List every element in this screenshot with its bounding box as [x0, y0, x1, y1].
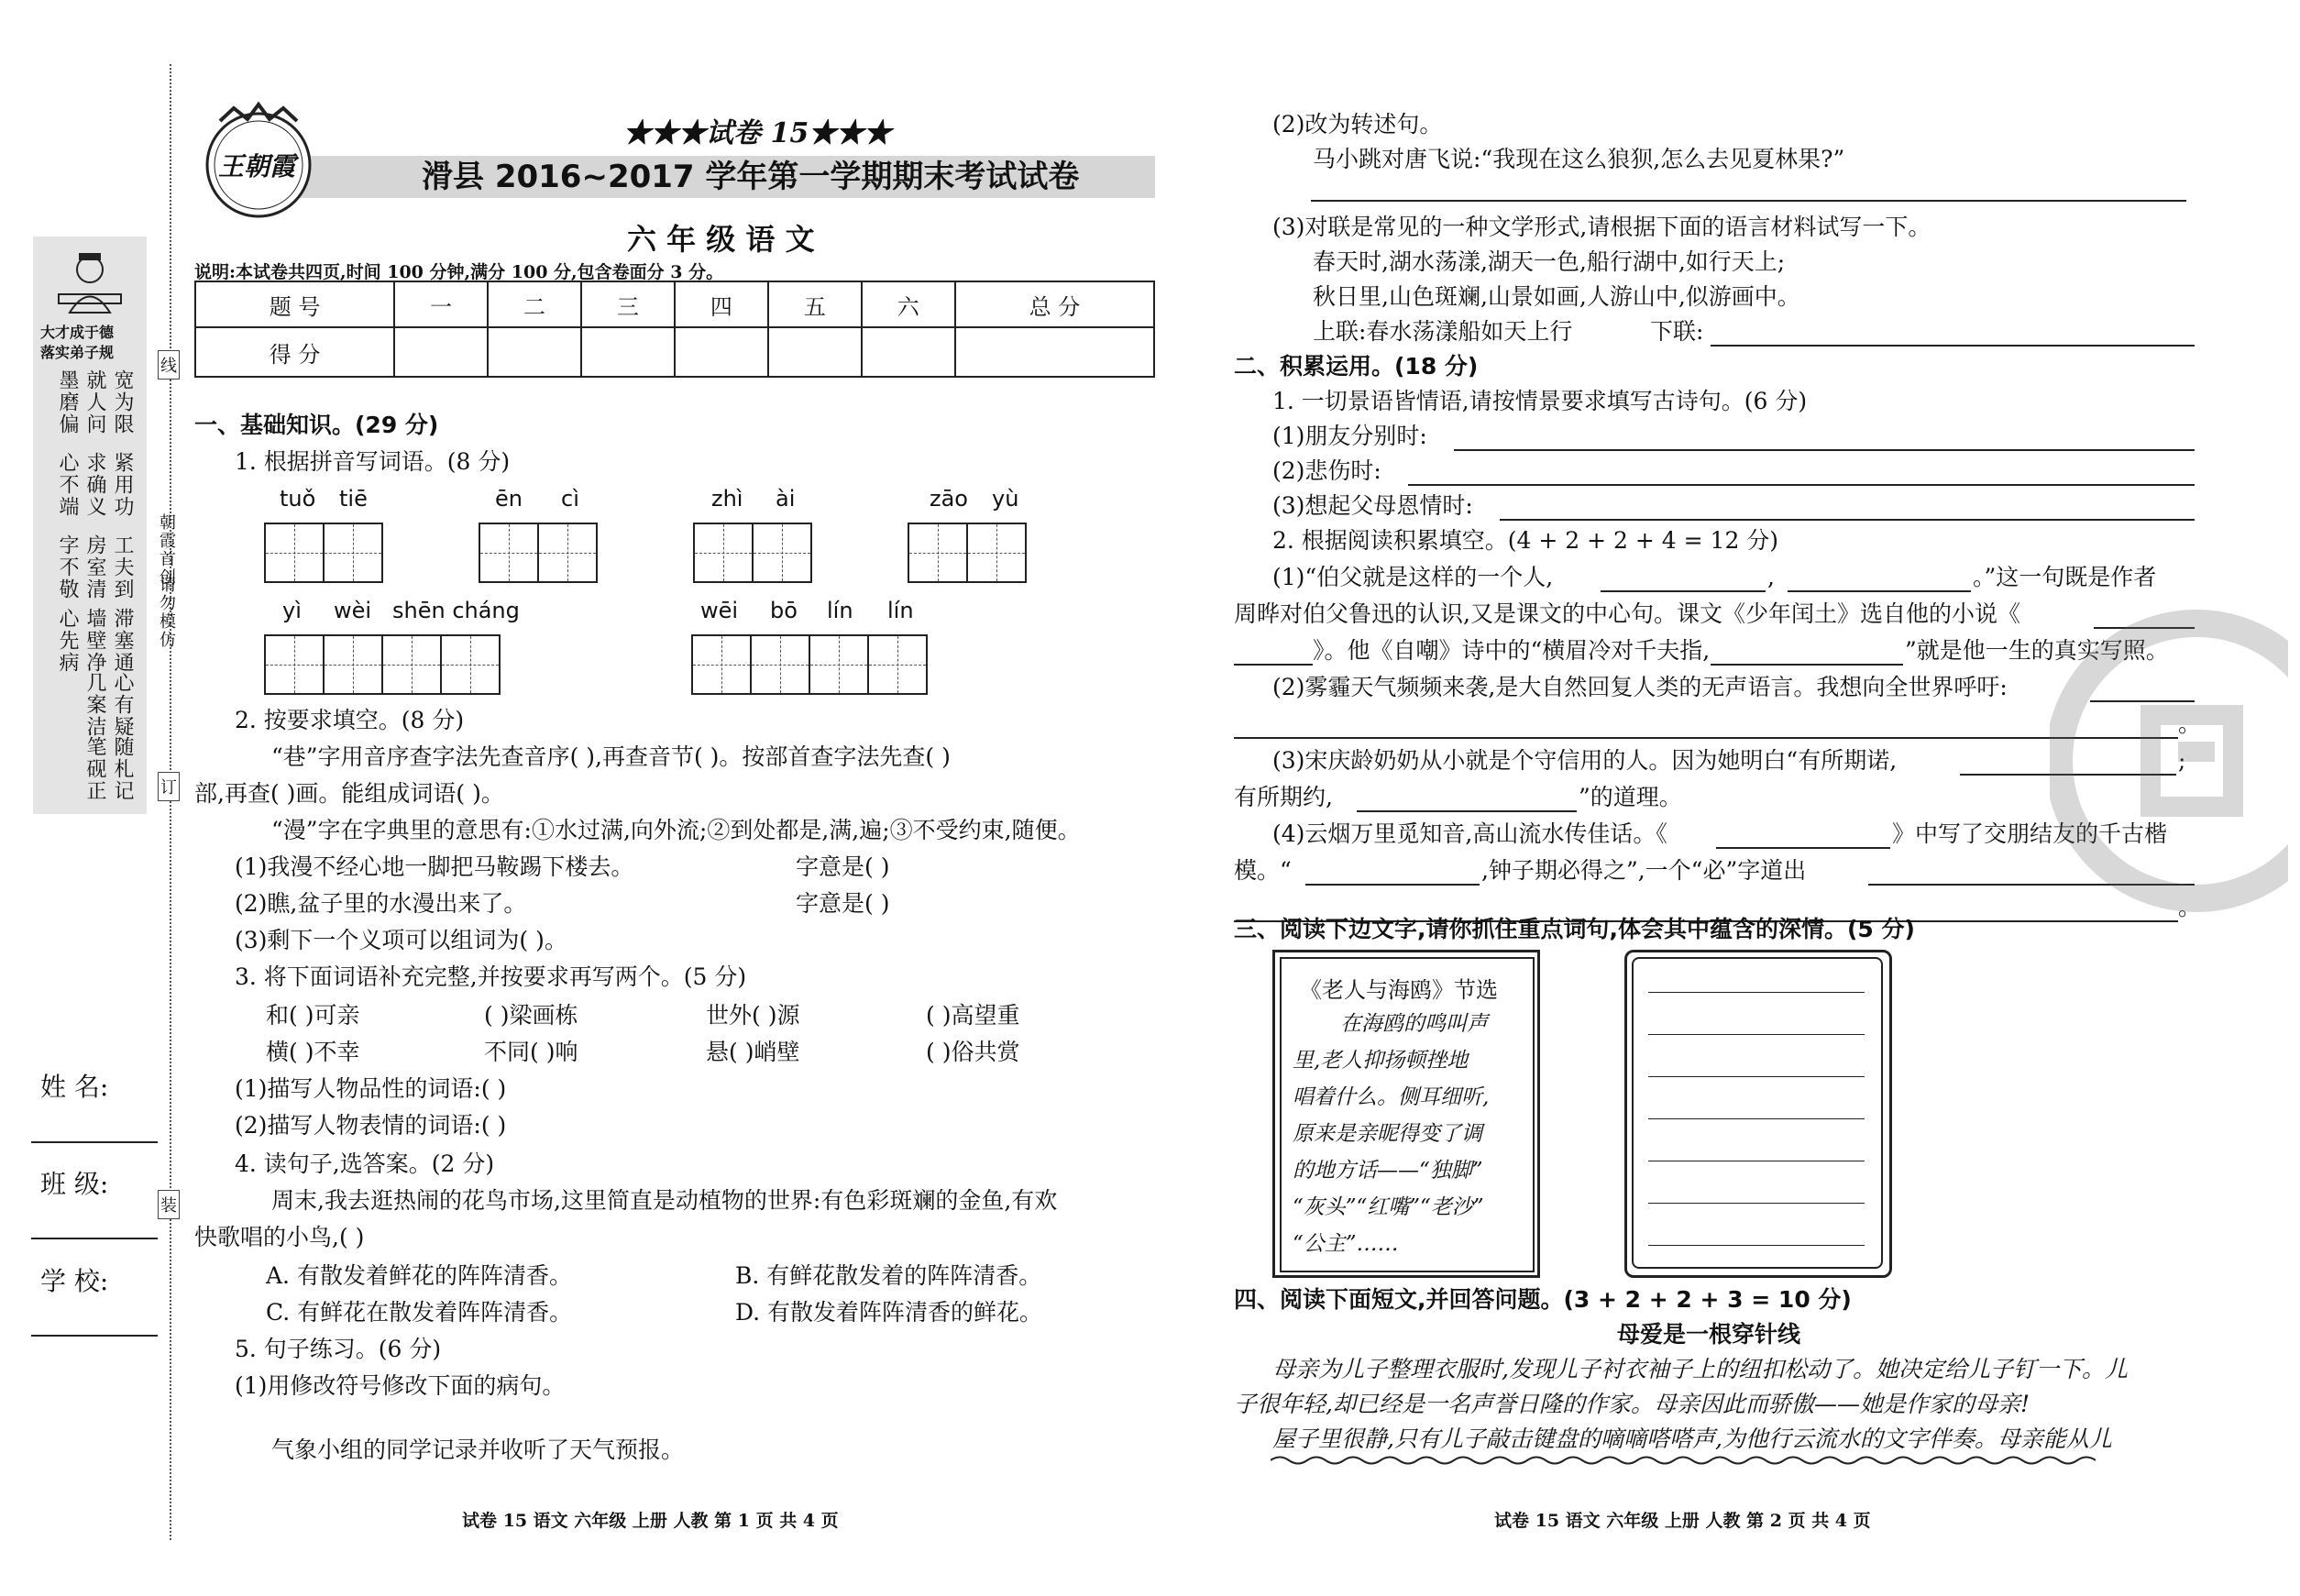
passage-box-inner: [1280, 957, 1535, 1272]
p2-a-start: (1)“伯父就是这样的一个人,: [1272, 564, 1554, 590]
grid-cell[interactable]: [264, 634, 325, 695]
idiom: 不同( )响: [484, 1039, 578, 1065]
sidebar-col-6: 紧用功: [111, 452, 134, 518]
p2-i-line: 模。“: [1234, 857, 1292, 884]
grid-cell[interactable]: [908, 523, 968, 583]
passage-line: 唱着什么。侧耳细听,: [1293, 1085, 1490, 1109]
pinyin: yù: [992, 486, 1019, 512]
pinyin: wēi: [700, 598, 739, 623]
writing-grid[interactable]: [266, 523, 383, 583]
pinyin: tuǒ: [280, 486, 316, 512]
sidebar-col-9: 工夫到: [111, 534, 134, 600]
sidebar-col-15: 笔砚正: [83, 736, 106, 802]
r3-lower-label: 下联:: [1650, 318, 1704, 345]
watermark-seal-icon: [2050, 605, 2288, 917]
q2-line-b: 部,再查( )画。能组成词语( )。: [194, 780, 504, 807]
grid-cell[interactable]: [323, 634, 383, 695]
passage-line: “公主”……: [1293, 1232, 1399, 1256]
grid-cell[interactable]: [537, 523, 598, 583]
p2-f-end: ;: [2178, 747, 2186, 774]
grid-cell[interactable]: [752, 523, 812, 583]
r2-prompt: (2)改为转述句。: [1272, 111, 1443, 138]
sidebar-panel: [33, 237, 147, 814]
p1-a-label: (1)朋友分别时:: [1272, 423, 1427, 449]
grid-cell[interactable]: [750, 634, 810, 695]
q4-line-b: 快歌唱的小鸟,( ): [194, 1224, 365, 1250]
q5-prompt: 5. 句子练习。(6 分): [235, 1336, 442, 1362]
scholar-illustration-icon: [33, 244, 147, 317]
r3-upper-couplet: 上联:春水荡漾船如天上行: [1313, 318, 1573, 345]
grid-cell[interactable]: [867, 634, 928, 695]
p1-b-field[interactable]: [1408, 484, 2195, 486]
story-line: 子很年轻,却已经是一名声誉日隆的作家。母亲因此而骄傲——她是作家的母亲!: [1234, 1391, 2030, 1417]
grid-cell[interactable]: [691, 634, 752, 695]
p2-c-field-pre[interactable]: [1234, 664, 1313, 666]
binding-line: [170, 64, 171, 1540]
answer-line[interactable]: [1648, 1034, 1865, 1035]
story-line: 屋子里很静,只有儿子敲击键盘的嘀嘀嗒嗒声,为他行云流水的文字伴奏。母亲能从儿: [1272, 1425, 2112, 1452]
paper-number: ★★★试卷 15★★★: [623, 117, 892, 149]
section-4-heading: 四、阅读下面短文,并回答问题。(3 + 2 + 2 + 3 = 10 分): [1234, 1286, 1852, 1313]
sidebar-col-4: 心不端: [56, 452, 79, 518]
motto-2: 落实弟子规: [40, 344, 115, 361]
pinyin: zāo: [930, 486, 968, 512]
pinyin: ài: [776, 486, 796, 512]
grid-cell[interactable]: [479, 523, 539, 583]
answer-line[interactable]: [1648, 1245, 1865, 1246]
q3-prompt: 3. 将下面词语补充完整,并按要求再写两个。(5 分): [235, 963, 747, 990]
sidebar-col-12: 滞塞通: [111, 608, 134, 674]
r3-line-a: 春天时,湖水荡漾,湖天一色,船行湖中,如行天上;: [1313, 248, 1786, 275]
score-cell[interactable]: [394, 327, 488, 377]
side-note-1: 朝霞首创: [157, 513, 176, 587]
passage-title: 《老人与海鸥》节选: [1300, 977, 1498, 1003]
sidebar-col-10: 心先病: [56, 608, 79, 674]
subject-title: 六 年 级 语 文: [627, 222, 815, 257]
q2-answer-1[interactable]: 字意是( ): [796, 853, 890, 880]
motto-1: 大才成于德: [40, 324, 115, 341]
sidebar-col-2: 就人问: [83, 369, 106, 435]
score-header-cell: 五: [768, 281, 862, 327]
writing-grid[interactable]: [909, 523, 1027, 583]
score-header-cell: 二: [488, 281, 581, 327]
q2-line-f: (3)剩下一个义项可以组词为( )。: [235, 927, 567, 953]
sidebar-col-7: 字不敬: [56, 534, 79, 600]
sidebar-col-8: 房室清: [83, 534, 106, 600]
r3-line-b: 秋日里,山色斑斓,山景如画,人游山中,似游画中。: [1313, 283, 1800, 310]
name-field[interactable]: [31, 1141, 158, 1143]
answer-box-inner: [1632, 957, 1883, 1269]
score-cell[interactable]: [488, 327, 581, 377]
grid-cell[interactable]: [440, 634, 501, 695]
q2-line-c: “漫”字在字典里的意思有:①水过满,向外流;②到处都是,满,遍;③不受约束,随便。: [271, 817, 1081, 843]
p2-h-line: (4)云烟万里觅知音,高山流水传佳话。《: [1272, 820, 1667, 847]
p1-a-field[interactable]: [1454, 449, 2195, 451]
grid-cell[interactable]: [966, 523, 1027, 583]
p2-c-end: ”就是他一生的真实写照。: [1905, 637, 2169, 664]
score-cell[interactable]: [862, 327, 955, 377]
p2-a-field-2[interactable]: [1788, 590, 1971, 592]
p2-b-line: 周晔对伯父鲁迅的认识,又是课文的中心句。课文《少年闰土》选自他的小说《: [1234, 600, 2020, 627]
p2-c-field[interactable]: [1711, 664, 1903, 666]
side-note-2: 请勿模仿: [157, 576, 176, 649]
pinyin: shēn cháng: [392, 598, 520, 623]
r3-lower-field[interactable]: [1711, 345, 2195, 347]
option-a[interactable]: A. 有散发着鲜花的阵阵清香。: [266, 1262, 572, 1289]
section-2-heading: 二、积累运用。(18 分): [1234, 353, 1479, 380]
sidebar-col-5: 求确义: [83, 452, 106, 518]
q3-line-b: (2)描写人物表情的词语:( ): [235, 1112, 507, 1139]
sidebar-col-1: 墨磨偏: [56, 369, 79, 435]
score-cell[interactable]: [768, 327, 862, 377]
writing-grid[interactable]: [693, 634, 928, 695]
passage-line: 的地方话——“独脚”: [1293, 1159, 1483, 1183]
p2-i-end: ,钟子期必得之”,一个“必”字道出: [1481, 857, 1807, 884]
footer-left: 试卷 15 语文 六年级 上册 人教 第 1 页 共 4 页: [462, 1511, 839, 1531]
passage-line: 原来是亲昵得变了调: [1293, 1122, 1482, 1146]
p2-d-line: (2)雾霾天气频频来袭,是大自然回复人类的无声语言。我想向全世界呼吁:: [1272, 674, 2008, 700]
p2-h-end: 》中写了交朋结友的千古楷: [1892, 820, 2168, 847]
p1-prompt: 1. 一切景语皆情语,请按情景要求填写古诗句。(6 分): [1272, 388, 1808, 414]
score-cell[interactable]: [955, 327, 1154, 377]
pinyin: lín: [827, 598, 853, 623]
q2-answer-2[interactable]: 字意是( ): [796, 890, 890, 917]
q5-line-a: (1)用修改符号修改下面的病句。: [235, 1372, 566, 1399]
p2-d-end: 。: [2178, 710, 2202, 737]
school-label: 学 校:: [40, 1266, 109, 1296]
pinyin: lín: [887, 598, 914, 623]
q4-line-a: 周末,我去逛热闹的花鸟市场,这里简直是动植物的世界:有色彩斑斓的金鱼,有欢: [271, 1187, 1058, 1214]
passage-line: 里,老人抑扬顿挫地: [1293, 1049, 1469, 1073]
pinyin: tiē: [339, 486, 368, 512]
name-label: 姓 名:: [40, 1072, 109, 1102]
pinyin: yì: [282, 598, 302, 623]
bind-mark-ding: 订: [158, 772, 180, 801]
q2-line-a: “巷”字用音序查字法先查音序( ),再查音节( )。按部首查字法先查( ): [271, 743, 951, 770]
idiom: 和( )可亲: [266, 1002, 360, 1029]
r3-prompt: (3)对联是常见的一种文学形式,请根据下面的语言材料试写一下。: [1272, 214, 1931, 240]
option-b[interactable]: B. 有鲜花散发着的阵阵清香。: [735, 1262, 1042, 1289]
story-line: 母亲为儿子整理衣服时,发现儿子衬衣袖子上的纽扣松动了。她决定给儿子钉一下。儿: [1272, 1356, 2128, 1382]
p2-prompt: 2. 根据阅读积累填空。(4 + 2 + 2 + 4 = 12 分): [1272, 527, 1779, 554]
score-table: [194, 281, 1155, 378]
q2-prompt: 2. 按要求填空。(8 分): [235, 707, 465, 733]
score-cell[interactable]: [581, 327, 675, 377]
pinyin: bō: [770, 598, 798, 623]
passage-line: “灰头”“红嘴”“老沙”: [1293, 1195, 1484, 1219]
p2-a-end: 。”这一句既是作者: [1973, 564, 2157, 590]
answer-line[interactable]: [1648, 1076, 1865, 1077]
writing-grid[interactable]: [480, 523, 598, 583]
p2-f-line: (3)宋庆龄奶奶从小就是个守信用的人。因为她明白“有所期诺,: [1272, 747, 1898, 774]
p2-g-field[interactable]: [1357, 810, 1577, 812]
passage-line: 在海鸥的鸣叫声: [1340, 1012, 1488, 1036]
score-row-label: 得 分: [195, 327, 394, 377]
option-c[interactable]: C. 有鲜花在散发着阵阵清香。: [266, 1299, 573, 1326]
grid-cell[interactable]: [323, 523, 383, 583]
r2-answer-line[interactable]: [1311, 200, 2186, 202]
score-cell[interactable]: [675, 327, 768, 377]
answer-line[interactable]: [1648, 992, 1865, 993]
score-header-cell: 三: [581, 281, 675, 327]
section-3-heading: 三、阅读下边文字,请你抓住重点词句,体会其中蕴含的深情。(5 分): [1234, 916, 1915, 942]
p1-c-label: (3)想起父母恩情时:: [1272, 492, 1473, 519]
p2-j-end: 。: [2178, 894, 2202, 920]
pinyin: zhì: [711, 486, 743, 512]
p2-a-field-1[interactable]: [1601, 590, 1766, 592]
idiom: 悬( )峭壁: [706, 1039, 800, 1065]
bind-mark-zhuang: 装: [158, 1190, 180, 1219]
answer-line[interactable]: [1648, 1118, 1865, 1119]
grid-cell[interactable]: [809, 634, 869, 695]
q2-line-e: (2)瞧,盆子里的水漫出来了。: [235, 890, 527, 917]
q4-prompt: 4. 读句子,选答案。(2 分): [235, 1150, 495, 1177]
r2-quote: 马小跳对唐飞说:“我现在这么狼狈,怎么去见夏林果?”: [1313, 146, 1845, 172]
story-title: 母爱是一根穿针线: [1617, 1321, 1801, 1348]
bind-mark-xian: 线: [158, 350, 180, 380]
p2-c-line: 》。他《自嘲》诗中的“横眉冷对千夫指,: [1313, 637, 1711, 664]
q2-line-d: (1)我漫不经心地一脚把马鞍踢下楼去。: [235, 853, 634, 880]
wavy-underline-icon: [1271, 1454, 2096, 1467]
p2-i-field[interactable]: [1305, 884, 1480, 886]
score-header-cell: 一: [394, 281, 488, 327]
score-header-cell: 六: [862, 281, 955, 327]
sidebar-col-13: 几案洁: [83, 672, 106, 738]
pinyin: cì: [561, 486, 579, 512]
class-label: 班 级:: [40, 1169, 109, 1199]
idiom: ( )高望重: [926, 1002, 1020, 1029]
option-d[interactable]: D. 有散发着阵阵清香的鲜花。: [735, 1299, 1043, 1326]
exam-title: 滑县 2016~2017 学年第一学期期末考试试卷: [422, 159, 1080, 195]
answer-line[interactable]: [1648, 1203, 1865, 1204]
sidebar-col-14: 心有疑: [111, 672, 134, 738]
sidebar-col-16: 随札记: [111, 736, 134, 802]
idiom: 世外( )源: [706, 1002, 800, 1029]
score-header-cell: 题 号: [195, 281, 394, 327]
p2-h-field[interactable]: [1716, 847, 1890, 849]
writing-grid[interactable]: [266, 634, 501, 695]
sidebar-col-11: 墙壁净: [83, 608, 106, 674]
class-field[interactable]: [31, 1238, 158, 1239]
score-header-cell: 四: [675, 281, 768, 327]
writing-grid[interactable]: [695, 523, 812, 583]
grid-cell[interactable]: [264, 523, 325, 583]
school-field[interactable]: [31, 1335, 158, 1337]
sidebar-col-3: 宽为限: [111, 369, 134, 435]
p2-g-line: 有所期约,: [1234, 784, 1333, 810]
section-1-heading: 一、基础知识。(29 分): [194, 412, 439, 438]
pinyin: ēn: [495, 486, 523, 512]
p2-d-field-2[interactable]: [1234, 737, 2178, 739]
pinyin: wèi: [334, 598, 372, 623]
q5-sentence: 气象小组的同学记录并收听了天气预报。: [271, 1436, 685, 1463]
footer-right: 试卷 15 语文 六年级 上册 人教 第 2 页 共 4 页: [1494, 1511, 1871, 1531]
grid-cell[interactable]: [381, 634, 442, 695]
instructions: 说明:本试卷共四页,时间 100 分钟,满分 100 分,包含卷面分 3 分。: [194, 262, 724, 282]
p1-b-label: (2)悲伤时:: [1272, 457, 1381, 484]
q1-prompt: 1. 根据拼音写词语。(8 分): [235, 448, 511, 475]
p1-c-field[interactable]: [1500, 519, 2195, 521]
score-header-cell: 总 分: [955, 281, 1154, 327]
p2-a-comma: ,: [1767, 564, 1775, 590]
logo-text: 王朝霞: [218, 151, 296, 182]
idiom: 横( )不幸: [266, 1039, 360, 1065]
p2-g-end: ”的道理。: [1579, 784, 1682, 810]
q3-line-a: (1)描写人物品性的词语:( ): [235, 1075, 507, 1102]
grid-cell[interactable]: [693, 523, 754, 583]
idiom: ( )俗共赏: [926, 1039, 1020, 1065]
idiom: ( )梁画栋: [484, 1002, 578, 1029]
